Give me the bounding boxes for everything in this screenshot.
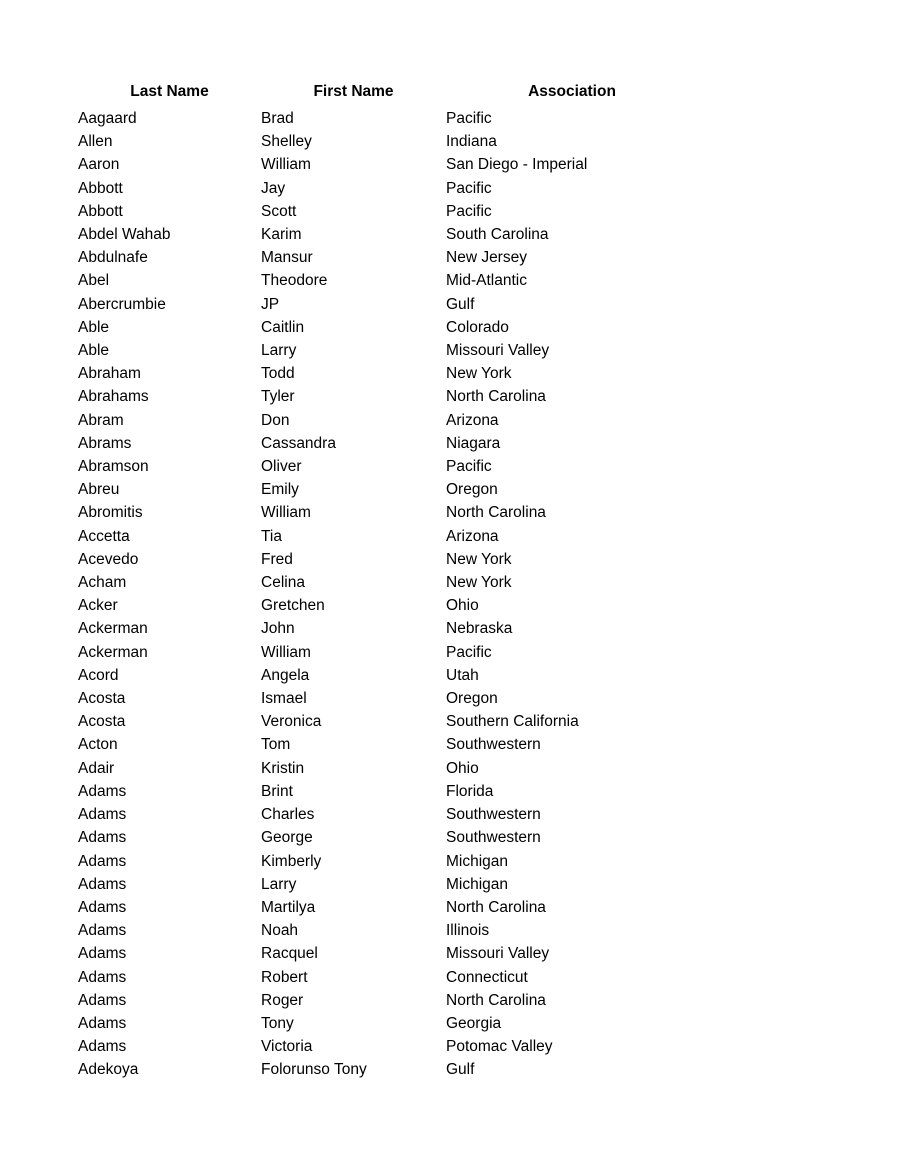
cell-association: Oregon [446, 690, 498, 708]
table-row [78, 687, 698, 710]
cell-last-name: Abbott [78, 202, 123, 220]
cell-association: Missouri Valley [446, 342, 550, 360]
table-row [78, 223, 698, 246]
cell-first-name: Noah [261, 922, 299, 940]
cell-association: North Carolina [446, 898, 546, 916]
table-row [78, 409, 698, 432]
cell-last-name: Adams [78, 852, 127, 870]
table-row [78, 548, 698, 571]
cell-first-name: Theodore [261, 272, 328, 290]
cell-association: Pacific [446, 179, 492, 197]
cell-first-name: Kristin [261, 759, 305, 777]
cell-association: Indiana [446, 133, 497, 151]
cell-last-name: Accetta [78, 527, 130, 545]
table-row [78, 177, 698, 200]
cell-first-name: Tia [261, 527, 282, 545]
cell-last-name: Adams [78, 991, 127, 1009]
cell-last-name: Acton [78, 736, 118, 754]
cell-first-name: Robert [261, 968, 308, 986]
table-row [78, 246, 698, 269]
table-row [78, 1012, 698, 1035]
cell-first-name: Kimberly [261, 852, 322, 870]
table-row [78, 664, 698, 687]
table-row [78, 339, 698, 362]
cell-last-name: Adams [78, 945, 127, 963]
cell-first-name: Fred [261, 550, 293, 568]
cell-first-name: Angela [261, 666, 310, 684]
table-row [78, 153, 698, 176]
cell-last-name: Abromitis [78, 504, 143, 522]
cell-association: Ohio [446, 759, 479, 777]
table-row [78, 269, 698, 292]
cell-last-name: Adams [78, 898, 127, 916]
cell-first-name: Shelley [261, 133, 312, 151]
table-row [78, 525, 698, 548]
cell-association: Potomac Valley [446, 1038, 553, 1056]
cell-first-name: Jay [261, 179, 286, 197]
cell-last-name: Adams [78, 922, 127, 940]
cell-last-name: Acevedo [78, 550, 139, 568]
cell-first-name: Victoria [261, 1038, 313, 1056]
cell-last-name: Abel [78, 272, 110, 290]
cell-last-name: Adekoya [78, 1061, 139, 1079]
cell-association: Illinois [446, 922, 490, 940]
table-row [78, 130, 698, 153]
column-header-first-name: First Name [313, 83, 394, 100]
cell-association: Missouri Valley [446, 945, 550, 963]
cell-last-name: Abraham [78, 365, 141, 383]
cell-association: New York [446, 550, 512, 568]
cell-first-name: Folorunso Tony [261, 1061, 367, 1079]
column-header-last-name: Last Name [130, 83, 209, 100]
cell-association: Nebraska [446, 620, 513, 638]
cell-association: New York [446, 365, 512, 383]
cell-last-name: Abercrumbie [78, 295, 166, 313]
cell-first-name: Celina [261, 574, 305, 592]
cell-first-name: Tom [261, 736, 291, 754]
cell-first-name: Tony [261, 1014, 294, 1032]
cell-last-name: Able [78, 318, 110, 336]
table-row [78, 200, 698, 223]
table-row [78, 733, 698, 756]
cell-association: Oregon [446, 481, 498, 499]
table-row [78, 107, 698, 130]
table-row [78, 803, 698, 826]
cell-association: Pacific [446, 643, 492, 661]
cell-last-name: Adams [78, 1038, 127, 1056]
table-row [78, 455, 698, 478]
cell-first-name: Roger [261, 991, 304, 1009]
cell-last-name: Acosta [78, 713, 126, 731]
cell-association: North Carolina [446, 388, 546, 406]
table-row [78, 501, 698, 524]
cell-association: Pacific [446, 202, 492, 220]
column-header-association: Association [528, 83, 616, 100]
table-row [78, 478, 698, 501]
cell-association: Arizona [446, 527, 499, 545]
cell-first-name: JP [261, 295, 280, 313]
cell-association: North Carolina [446, 991, 546, 1009]
table-row [78, 919, 698, 942]
table-row [78, 617, 698, 640]
cell-first-name: Caitlin [261, 318, 305, 336]
cell-association: Florida [446, 782, 494, 800]
cell-last-name: Ackerman [78, 643, 148, 661]
cell-last-name: Abram [78, 411, 124, 429]
cell-last-name: Able [78, 342, 110, 360]
table-row [78, 432, 698, 455]
cell-first-name: Larry [261, 342, 297, 360]
cell-first-name: Don [261, 411, 290, 429]
table-row [78, 780, 698, 803]
table-row [78, 757, 698, 780]
cell-association: Southwestern [446, 806, 541, 824]
cell-last-name: Acosta [78, 690, 126, 708]
cell-last-name: Adair [78, 759, 115, 777]
table-row [78, 571, 698, 594]
cell-first-name: Larry [261, 875, 297, 893]
cell-last-name: Abreu [78, 481, 120, 499]
table-row [78, 362, 698, 385]
table-row [78, 316, 698, 339]
cell-first-name: Karim [261, 226, 302, 244]
table-row [78, 710, 698, 733]
cell-association: North Carolina [446, 504, 546, 522]
table-row [78, 826, 698, 849]
cell-first-name: William [261, 643, 311, 661]
cell-first-name: Mansur [261, 249, 313, 267]
cell-association: Niagara [446, 434, 501, 452]
cell-first-name: Veronica [261, 713, 322, 731]
cell-association: Arizona [446, 411, 499, 429]
cell-association: Michigan [446, 852, 509, 870]
table-row [78, 850, 698, 873]
cell-first-name: Martilya [261, 898, 316, 916]
cell-association: South Carolina [446, 226, 549, 244]
roster-table [78, 82, 698, 1082]
cell-first-name: Charles [261, 806, 315, 824]
cell-association: Southwestern [446, 736, 541, 754]
table-header-row [78, 82, 698, 107]
cell-first-name: Todd [261, 365, 295, 383]
cell-association: New York [446, 574, 512, 592]
cell-first-name: Tyler [261, 388, 295, 406]
cell-last-name: Abdel Wahab [78, 226, 171, 244]
cell-first-name: William [261, 504, 311, 522]
cell-first-name: John [261, 620, 295, 638]
cell-association: Southwestern [446, 829, 541, 847]
cell-first-name: Oliver [261, 458, 302, 476]
table-row [78, 966, 698, 989]
cell-last-name: Abdulnafe [78, 249, 148, 267]
cell-last-name: Adams [78, 1014, 127, 1032]
cell-association: Michigan [446, 875, 509, 893]
cell-association: Mid-Atlantic [446, 272, 527, 290]
cell-last-name: Abrams [78, 434, 132, 452]
table-row [78, 385, 698, 408]
cell-association: Southern California [446, 713, 579, 731]
cell-last-name: Abrahams [78, 388, 149, 406]
cell-last-name: Acham [78, 574, 127, 592]
cell-last-name: Abbott [78, 179, 123, 197]
table-row [78, 594, 698, 617]
cell-association: Ohio [446, 597, 479, 615]
cell-last-name: Adams [78, 829, 127, 847]
table-row [78, 896, 698, 919]
cell-association: San Diego - Imperial [446, 156, 588, 174]
cell-association: Gulf [446, 1061, 475, 1079]
cell-last-name: Acord [78, 666, 119, 684]
cell-association: Connecticut [446, 968, 528, 986]
table-row [78, 989, 698, 1012]
roster-table-container [78, 82, 698, 1082]
cell-last-name: Adams [78, 782, 127, 800]
cell-last-name: Aaron [78, 156, 120, 174]
cell-first-name: Brad [261, 110, 294, 127]
cell-first-name: Racquel [261, 945, 318, 963]
cell-last-name: Abramson [78, 458, 149, 476]
cell-association: Utah [446, 666, 479, 684]
cell-association: Pacific [446, 110, 492, 127]
table-row [78, 641, 698, 664]
cell-association: Colorado [446, 318, 509, 336]
cell-first-name: Brint [261, 782, 293, 800]
table-row [78, 293, 698, 316]
cell-first-name: William [261, 156, 311, 174]
cell-first-name: Cassandra [261, 434, 336, 452]
cell-first-name: Emily [261, 481, 299, 499]
table-row [78, 1058, 698, 1081]
cell-first-name: Scott [261, 202, 297, 220]
cell-association: Pacific [446, 458, 492, 476]
cell-first-name: Gretchen [261, 597, 325, 615]
table-row [78, 942, 698, 965]
table-row [78, 873, 698, 896]
cell-association: Georgia [446, 1014, 502, 1032]
table-header [78, 82, 698, 107]
table-row [78, 1035, 698, 1058]
cell-association: Gulf [446, 295, 475, 313]
cell-last-name: Ackerman [78, 620, 148, 638]
cell-first-name: Ismael [261, 690, 307, 708]
cell-last-name: Adams [78, 806, 127, 824]
cell-first-name: George [261, 829, 313, 847]
cell-last-name: Acker [78, 597, 118, 615]
cell-association: New Jersey [446, 249, 527, 267]
table-body [78, 107, 698, 1082]
cell-last-name: Adams [78, 875, 127, 893]
cell-last-name: Adams [78, 968, 127, 986]
cell-last-name: Allen [78, 133, 113, 151]
cell-last-name: Aagaard [78, 110, 137, 127]
